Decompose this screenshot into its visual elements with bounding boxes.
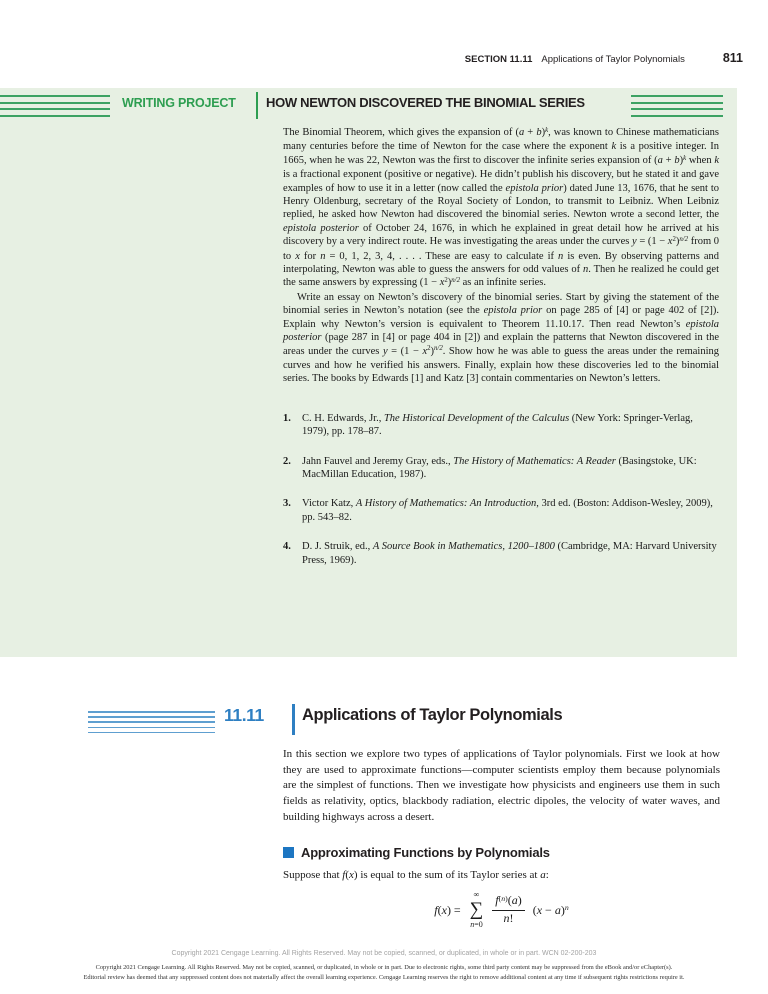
blue-square-icon — [283, 847, 294, 858]
copyright-line-gray: Copyright 2021 Cengage Learning. All Rights Reserved. May not be copied, scanned, or duplicated, in whole or in part. WCN 02-200-203 — [171, 950, 597, 957]
taylor-series-formula — [283, 891, 720, 929]
subsection-heading-text: Approximating Functions by Polynomials — [301, 845, 550, 860]
summation-symbol — [470, 891, 484, 929]
reference-list — [283, 412, 719, 567]
writing-project-separator — [256, 92, 258, 119]
paragraph-1: The Binomial Theorem, which gives the expansion of $(a + b)^k$, was known to Chinese mathematicians many centuries before the time of Newton for the case where the exponent k is a positive integer. In 1665, when he was 22, Newton was the first to discover the infinite series expansion of $(a + b)^k$ when k is a fractional exponent (positive or negative). He didn’t publish his discovery, but he stated it and gave examples of how to use it in a letter (now called the epistola prior) dated June 13, 1676, that he sent to Henry Oldenburg, secretary of the Royal Society of London, to transmit to Leibniz. When Leibniz replied, he asked how Newton had discovered the binomial series. Newton wrote a second letter, the epistola posterior of October 24, 1676, in which he explained in great detail how he arrived at his discovery by a very indirect route. He was investigating the areas under the curves $y = (1 - x^2)^{n/2}$ from 0 to x for n = 0, 1, 2, 3, 4, . . . . These are easy to calculate if n is even. By observing patterns and interpolating, Newton was able to guess the answers for odd values of n. Then he realized he could get the same answers by expressing $(1 - x^2)^{n/2}$ as an infinite series. — [283, 126, 720, 289]
section-title: Applications of Taylor Polynomials — [302, 706, 563, 724]
reference-number: 2. — [283, 455, 291, 467]
green-rule-stack-left — [0, 95, 110, 121]
reference-number: 1. — [283, 412, 291, 424]
writing-project-panel — [0, 88, 737, 657]
reference-item — [283, 412, 719, 439]
reference-item — [283, 455, 719, 482]
section-heading-bar — [292, 704, 295, 735]
reference-text: C. H. Edwards, Jr., The Historical Development of the Calculus (New York: Springer-Verlag, 1979), pp. 178–87. — [302, 412, 693, 438]
sigma-icon: ∑ — [469, 899, 484, 920]
paragraph-2: Write an essay on Newton’s discovery of the binomial series. Start by giving the statement of the binomial series in Newton’s notation (see the epistola prior on page 285 of [4] or page 402 of [2]). Explain why Newton’s version is equivalent to Theorem 11.10.17. Then read Newton’s epistola posterior (page 287 in [4] or page 404 in [2]) and explain the patterns that Newton discovered in the areas under the curves $y = (1 - x^2)^{n/2}$. Show how he was able to guess the areas under the remaining curves and how he verified his answers. Finally, explain how these discoveries led to the binomial series. The books by Edwards [1] and Katz [3] contain commentaries on Newton’s letters. — [283, 291, 719, 385]
suppose-line: Suppose that f(x) is equal to the sum of its Taylor series at a: — [283, 869, 549, 881]
reference-item — [283, 540, 719, 567]
writing-project-label: WRITING PROJECT — [122, 96, 236, 110]
writing-project-title: HOW NEWTON DISCOVERED THE BINOMIAL SERIES — [266, 95, 585, 110]
fraction-denominator: n! — [503, 911, 514, 925]
reference-number: 4. — [283, 541, 291, 553]
section-intro-paragraph: In this section we explore two types of applications of Taylor polynomials. First we look at how they are used to approximate functions—computer scientists employ them because polynomials are the simplest of functions. Then we investigate how physicists and engineers use them in such fields as relativity, optics, blackbody radiation, electric dipoles, the velocity of water waves, and building highways across a desert. — [283, 748, 720, 823]
reference-text: Victor Katz, A History of Mathematics: An Introduction, 3rd ed. (Boston: Addison-Wesley, 2009), pp. 543–82. — [302, 498, 713, 523]
reference-text: Jahn Fauvel and Jeremy Gray, eds., The History of Mathematics: A Reader (Basingstoke, UK: MacMillan Education, 1987). — [302, 455, 697, 480]
running-head-section: SECTION 11.11 — [464, 54, 533, 65]
formula-fraction — [492, 894, 524, 926]
reference-number: 3. — [283, 498, 291, 510]
fraction-numerator: $f^{(n)}(a)$ — [492, 894, 524, 910]
copyright-line-small-1: Copyright 2021 Cengage Learning. All Rights Reserved. May not be copied, scanned, or duplicated, in whole or in part. Due to electronic rights, some third party content may be suppressed from the eBook and/or eChapter(s). — [95, 964, 673, 971]
copyright-line-small-2: Editorial review has deemed that any suppressed content does not materially affect the overall learning experience. Cengage Learning reserves the right to remove additional content at any time if subsequent rights restrictions require it. — [83, 974, 685, 981]
green-rule-stack-right — [631, 95, 723, 121]
reference-text: D. J. Struik, ed., A Source Book in Mathematics, 1200–1800 (Cambridge, MA: Harvard University Press, 1969). — [302, 541, 717, 566]
formula-lhs: f(x) = — [434, 902, 461, 917]
formula-tail: $(x - a)^n$ — [532, 902, 569, 917]
writing-project-body — [283, 126, 719, 583]
blue-rule-stack — [88, 711, 215, 737]
summation-upper-limit: ∞ — [473, 890, 480, 899]
running-head — [465, 51, 743, 65]
section-number: 11.11 — [224, 705, 264, 725]
reference-item — [283, 497, 719, 524]
page-number: 811 — [722, 51, 743, 65]
subsection-heading — [283, 845, 550, 860]
summation-lower-limit: n=0 — [470, 920, 483, 929]
running-head-title: Applications of Taylor Polynomials — [541, 54, 685, 65]
